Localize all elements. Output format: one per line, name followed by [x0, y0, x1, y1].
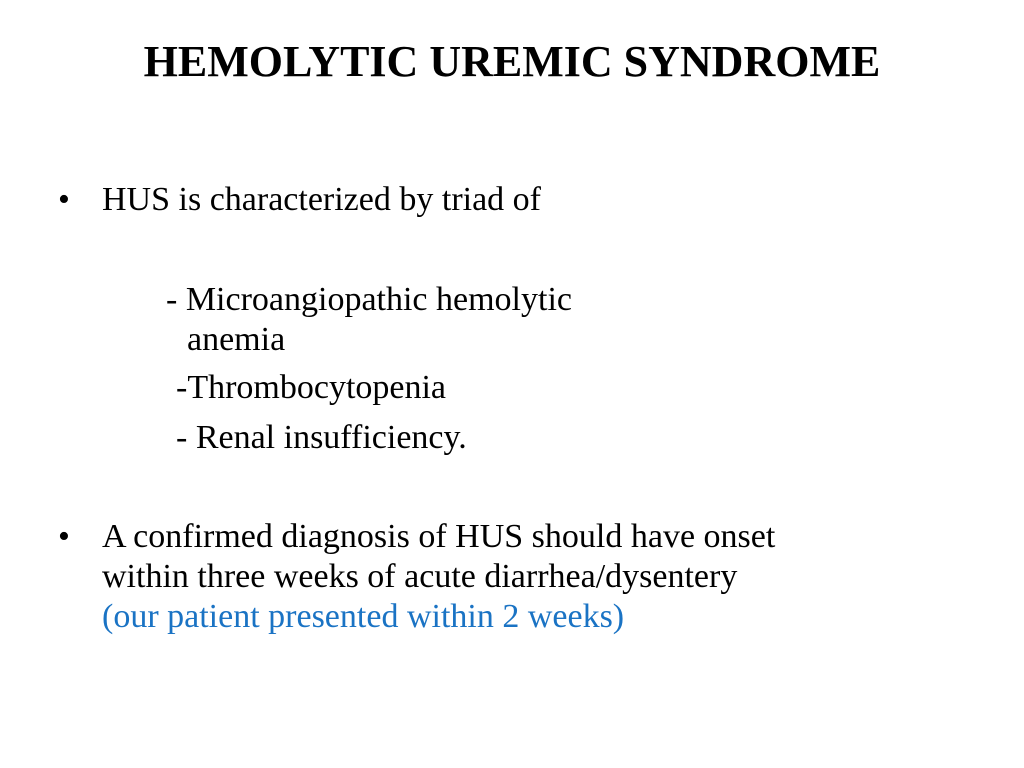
- bullet-text-line: A confirmed diagnosis of HUS should have onset: [102, 518, 776, 555]
- bullet-text-line: within three weeks of acute diarrhea/dysentery: [102, 558, 738, 595]
- bullet-text: HUS is characterized by triad of: [102, 181, 541, 218]
- sub-item-microangiopathic: - Microangiopathic hemolytic: [166, 281, 572, 318]
- bullet-icon: •: [58, 518, 70, 555]
- bullet-icon: •: [58, 181, 70, 218]
- sub-item-thrombocytopenia: -Thrombocytopenia: [176, 369, 447, 406]
- sub-item-anemia: anemia: [187, 321, 286, 358]
- bullet-text-block: [102, 517, 775, 637]
- sub-item-renal-insufficiency: - Renal insufficiency.: [176, 419, 467, 456]
- slide-title: HEMOLYTIC UREMIC SYNDROME: [143, 37, 881, 86]
- patient-note: (our patient presented within 2 weeks): [102, 598, 625, 635]
